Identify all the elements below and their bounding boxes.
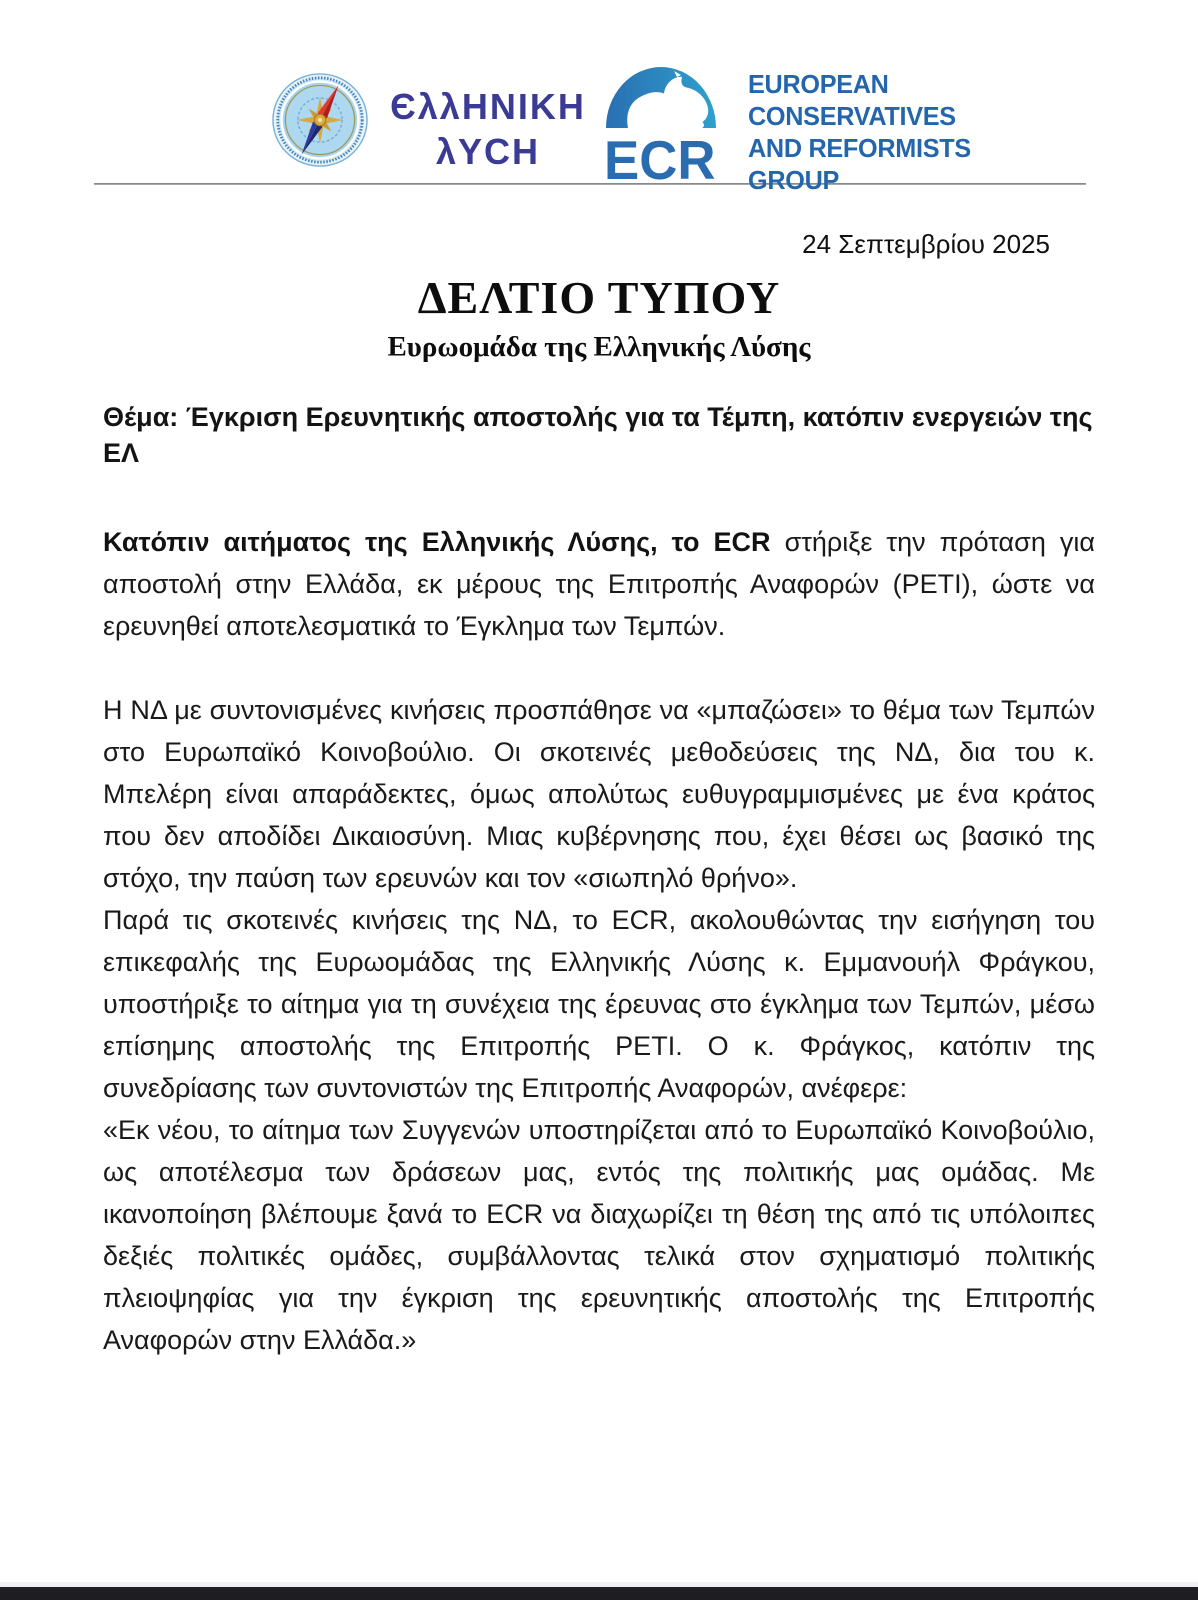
ecr-arch-lion-icon bbox=[604, 64, 718, 128]
ecr-group-name-line2: CONSERVATIVES bbox=[748, 101, 956, 131]
subject-line: Θέμα: Έγκριση Ερευνητικής αποστολής για τα Τέμπη, κατόπιν ενεργειών της ΕΛ bbox=[103, 402, 1093, 468]
ecr-logo bbox=[604, 64, 722, 191]
party-name-line1: ЄλλΗΝΙΚΗ bbox=[390, 86, 586, 127]
paragraph-1-lead: Κατόπιν αιτήματος της Ελληνικής Λύσης, το ECR bbox=[103, 527, 771, 557]
greek-solution-logo bbox=[272, 72, 368, 168]
party-name bbox=[372, 84, 604, 174]
paragraph-1 bbox=[103, 521, 1095, 647]
party-name-line2: λΥCΗ bbox=[435, 131, 541, 172]
document-title: ΔΕΛΤΙΟ ΤΥΠΟΥ bbox=[417, 272, 781, 323]
compass-logo-icon bbox=[272, 72, 368, 168]
viewer-bottom-bar bbox=[0, 1587, 1198, 1600]
paragraph-3: Παρά τις σκοτεινές κινήσεις της ΝΔ, το ECR, ακολουθώντας την εισήγηση του επικεφαλής της Ευρωομάδας της Ελληνικής Λύσης κ. Εμμανουήλ Φράγκου, υποστήριξε το αίτημα για τη συνέχεια της έρευνας στο έγκλημα των Τεμπών, μέσω επίσημης αποστολής της Επιτροπής PETI. Ο κ. Φράγκος, κατόπιν της συνεδρίασης των συντονιστών της Επιτροπής Αναφορών, ανέφερε: bbox=[103, 905, 1095, 1103]
paragraph-2: Η ΝΔ με συντονισμένες κινήσεις προσπάθησε να «μπαζώσει» το θέμα των Τεμπών στο Ευρωπαϊκό Κοινοβούλιο. Οι σκοτεινές μεθοδεύσεις της ΝΔ, δια του κ. Μπελέρη είναι απαράδεκτες, όμως απολύτως ευθυγραμμισμένες με ένα κράτος που δεν αποδίδει Δικαιοσύνη. Μιας κυβέρνησης που, έχει θέσει ως βασικό της στόχο, την παύση των ερευνών και τον «σιωπηλό θρήνο». bbox=[103, 695, 1095, 893]
ecr-acronym: ECR bbox=[604, 129, 716, 191]
press-release-body bbox=[103, 227, 1095, 1361]
paragraph-4: «Εκ νέου, το αίτημα των Συγγενών υποστηρίζεται από το Ευρωπαϊκό Κοινοβούλιο, ως αποτέλεσμα των δράσεων μας, εντός της πολιτικής μας ομάδας. Με ικανοποίηση βλέπουμε ξανά το ECR να διαχωρίζει τη θέση της από τις υπόλοιπες δεξιές πολιτικές ομάδες, συμβάλλοντας τελικά στον σχηματισμό πολιτικής πλειοψηφίας για την έγκριση της ερευνητικής αποστολής της Επιτροπής Αναφορών στην Ελλάδα.» bbox=[103, 1115, 1095, 1355]
document-header bbox=[0, 0, 1198, 195]
ecr-group-name bbox=[748, 68, 971, 196]
document-subtitle: Ευρωομάδα της Ελληνικής Λύσης bbox=[387, 331, 811, 363]
ecr-group-name-line1: EUROPEAN bbox=[748, 69, 889, 99]
ecr-group-name-line3: AND REFORMISTS bbox=[748, 133, 971, 163]
ecr-group-name-line4: GROUP bbox=[748, 165, 840, 195]
document-date: 24 Σεπτεμβρίου 2025 bbox=[802, 229, 1050, 259]
paragraph-1-rest: στήριξε την πρόταση για αποστολή στην Ελλάδα, εκ μέρους της Επιτροπής Αναφορών (PETI), ώστε να ερευνηθεί αποτελεσματικά το Έγκλημα των Τεμπών. bbox=[103, 527, 1095, 641]
